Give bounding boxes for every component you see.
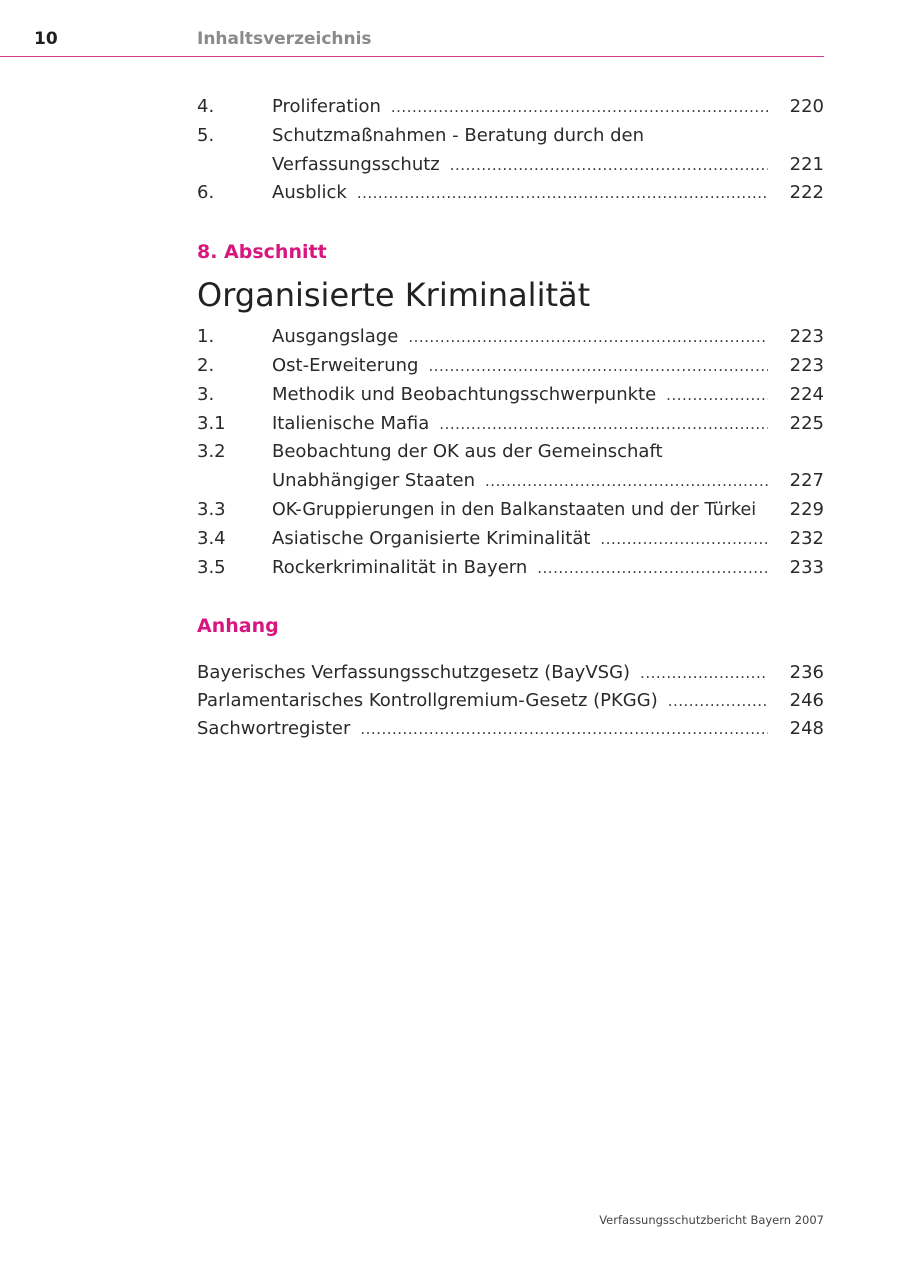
toc-content (197, 93, 824, 743)
section-title: Organisierte Kriminalität (197, 276, 591, 315)
annex-entry (197, 715, 824, 743)
dot-leader (357, 179, 768, 208)
entry-number: 3.1 (197, 412, 226, 434)
entry-number: 4. (197, 96, 215, 117)
toc-entry (197, 496, 824, 525)
entry-title: Ausblick (272, 182, 347, 204)
dot-leader (450, 151, 768, 180)
toc-entry (197, 179, 824, 208)
entry-title: Beobachtung der OK aus der Gemeinschaft (272, 441, 663, 463)
dot-leader (668, 688, 768, 715)
entry-page: 229 (789, 498, 824, 520)
page-header (0, 28, 824, 57)
entry-title: Rockerkriminalität in Bayern (272, 556, 528, 578)
entry-page: 246 (789, 690, 824, 712)
entry-page: 222 (789, 182, 824, 204)
toc-entry (197, 438, 824, 467)
toc-entry (197, 525, 824, 554)
dot-leader (640, 660, 768, 687)
entry-number: 3.4 (197, 527, 226, 549)
dot-leader (600, 525, 768, 554)
entry-title: Ausgangslage (272, 326, 399, 348)
entry-page: 223 (789, 326, 824, 348)
dot-leader (537, 554, 768, 583)
entry-title: Italienische Mafia (272, 412, 430, 434)
entry-page: 248 (789, 718, 824, 740)
entry-number: 1. (197, 326, 215, 348)
entry-page: 221 (789, 153, 824, 175)
entry-number: 2. (197, 354, 215, 376)
toc-entry-continuation (197, 467, 824, 496)
dot-leader (428, 352, 768, 381)
annex-entry (197, 659, 824, 687)
entry-title: Parlamentarisches Kontrollgremium-Gesetz (PKGG) (197, 690, 658, 712)
entry-number: 6. (197, 182, 215, 204)
entry-title: Schutzmaßnahmen - Beratung durch den (272, 124, 644, 146)
toc-entry (197, 323, 824, 352)
page-number: 10 (34, 29, 58, 49)
entry-title: OK-Gruppierungen in den Balkanstaaten und der Türkei (272, 499, 757, 520)
entry-number: 3.3 (197, 498, 226, 520)
annex-entry (197, 687, 824, 715)
entry-number: 3.5 (197, 556, 226, 578)
toc-entry (197, 93, 824, 122)
entry-page: 220 (789, 96, 824, 117)
toc-entry-continuation (197, 151, 824, 180)
entry-title: Ost-Erweiterung (272, 354, 419, 376)
entry-title: Bayerisches Verfassungsschutzgesetz (BayVSG) (197, 662, 631, 684)
dot-leader (666, 381, 768, 410)
dot-leader (408, 323, 768, 352)
entry-title: Unabhängiger Staaten (272, 470, 476, 492)
entry-page: 223 (789, 354, 824, 376)
entry-page: 227 (789, 470, 824, 492)
toc-entry (197, 381, 824, 410)
annex-label: Anhang (197, 615, 279, 638)
entry-title: Verfassungsschutz (272, 153, 440, 175)
page-footer: Verfassungsschutzbericht Bayern 2007 (599, 1213, 824, 1227)
entry-page: 225 (789, 412, 824, 434)
entry-title: Sachwortregister (197, 718, 351, 740)
dot-leader (360, 716, 768, 743)
entry-number: 3.2 (197, 441, 226, 463)
dot-leader (391, 93, 768, 122)
section-label: 8. Abschnitt (197, 241, 327, 264)
dot-leader (439, 410, 768, 439)
entry-title: Asiatische Organisierte Kriminalität (272, 527, 591, 549)
toc-entry (197, 410, 824, 439)
entry-number: 3. (197, 383, 215, 405)
toc-entry (197, 122, 824, 151)
entry-page: 233 (789, 556, 824, 578)
entry-title: Proliferation (272, 96, 381, 117)
entry-title: Methodik und Beobachtungsschwerpunkte (272, 383, 657, 405)
toc-entry (197, 352, 824, 381)
entry-page: 232 (789, 527, 824, 549)
running-title: Inhaltsverzeichnis (197, 29, 372, 49)
entry-number: 5. (197, 124, 215, 146)
dot-leader (485, 467, 768, 496)
entry-page: 236 (789, 662, 824, 684)
entry-page: 224 (789, 383, 824, 405)
toc-entry (197, 554, 824, 583)
